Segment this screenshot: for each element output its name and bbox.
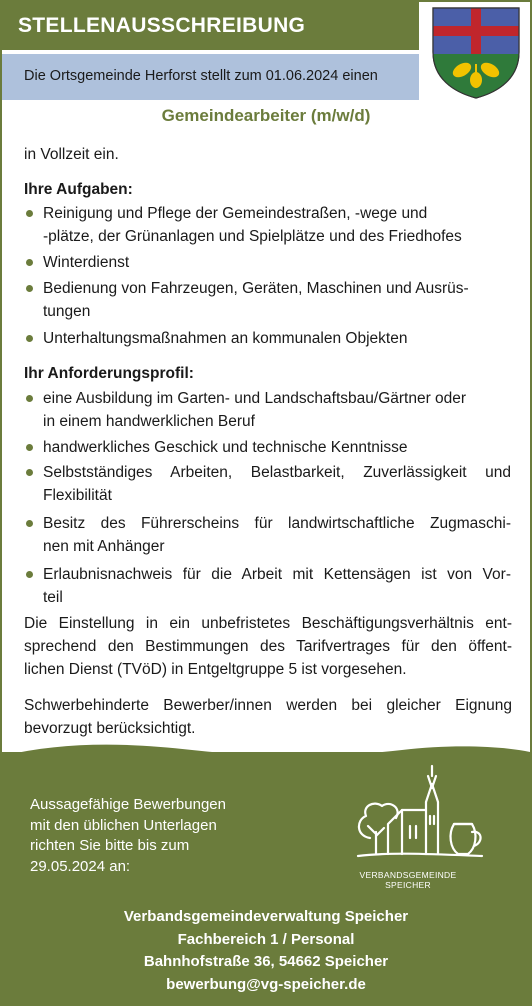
contact-organization: Verbandsgemeindeverwaltung Speicher xyxy=(123,908,409,925)
intro-text: in Vollzeit ein. xyxy=(24,146,119,163)
vg-logo-label xyxy=(352,870,464,890)
page-title: STELLENAUSSCHREIBUNG xyxy=(18,14,306,37)
requirement-line: Flexibilität xyxy=(43,487,112,504)
task-item xyxy=(43,202,511,248)
requirement-line: Besitz des Führerscheins für landwirtschaftliche Zugmaschi- xyxy=(43,515,511,532)
job-title: Gemeindearbeiter (m/w/d) xyxy=(161,106,371,125)
requirement-line: handwerkliches Geschick und technische Kenntnisse xyxy=(43,439,408,456)
bullet-icon xyxy=(26,395,33,402)
requirement-line: Selbstständiges Arbeiten, Belastbarkeit, Zuverlässigkeit und xyxy=(43,464,511,481)
requirement-line: teil xyxy=(43,589,63,606)
task-item xyxy=(43,251,511,274)
task-line: Reinigung und Pflege der Gemeindestraßen, -wege und xyxy=(43,205,428,222)
requirement-item xyxy=(43,512,511,558)
task-line: tungen xyxy=(43,303,91,320)
requirement-item xyxy=(43,461,511,507)
paragraph-line: bevorzugt berücksichtigt. xyxy=(24,720,196,737)
requirement-line: nen mit Anhänger xyxy=(43,538,165,555)
requirement-item xyxy=(43,387,511,433)
task-item xyxy=(43,277,511,323)
paragraph-line: lichen Dienst (TVöD) in Entgeltgruppe 5 ist vorgesehen. xyxy=(24,661,407,678)
instruction-line: richten Sie bitte bis zum xyxy=(30,837,190,854)
contact-address: Bahnhofstraße 36, 54662 Speicher xyxy=(143,953,389,970)
logo-line: VERBANDSGEMEINDE xyxy=(359,870,457,880)
bullet-icon xyxy=(26,444,33,451)
paragraph-line: sprechend den Bestimmungen des Tarifvertrages für den öffent- xyxy=(24,638,512,655)
bullet-icon xyxy=(26,259,33,266)
task-line: Bedienung von Fahrzeugen, Geräten, Maschinen und Ausrüs- xyxy=(43,280,469,297)
contact-block xyxy=(0,906,532,996)
task-line: -plätze, der Grünanlagen und Spielplätze und des Friedhofes xyxy=(43,228,462,245)
paragraph-line: Schwerbehinderte Bewerber/innen werden bei gleicher Eignung xyxy=(24,697,512,714)
task-line: Unterhaltungsmaßnahmen an kommunalen Objekten xyxy=(43,330,408,347)
bullet-icon xyxy=(26,520,33,527)
subtitle-text: Die Ortsgemeinde Herforst stellt zum 01.06.2024 einen xyxy=(24,68,378,84)
contact-email[interactable]: bewerbung@vg-speicher.de xyxy=(166,975,366,993)
instruction-line: 29.05.2024 an: xyxy=(30,857,131,875)
contact-department: Fachbereich 1 / Personal xyxy=(177,930,355,948)
disability-paragraph xyxy=(24,694,512,740)
requirement-item xyxy=(43,563,511,609)
task-line: Winterdienst xyxy=(43,254,130,271)
instruction-line: Aussagefähige Bewerbungen xyxy=(30,796,226,813)
bullet-icon xyxy=(26,285,33,292)
requirement-line: eine Ausbildung im Garten- und Landschaftsbau/Gärtner oder xyxy=(43,390,467,407)
bullet-icon xyxy=(26,469,33,476)
requirement-line: Erlaubnisnachweis für die Arbeit mit Kettensägen ist von Vor- xyxy=(43,566,511,583)
requirement-line: in einem handwerklichen Beruf xyxy=(43,413,255,430)
employment-paragraph xyxy=(24,612,512,681)
task-item xyxy=(43,327,511,350)
bullet-icon xyxy=(26,571,33,578)
coat-of-arms-icon xyxy=(427,4,525,100)
bullet-icon xyxy=(26,335,33,342)
logo-line: SPEICHER xyxy=(385,880,431,890)
bullet-icon xyxy=(26,210,33,217)
tasks-heading: Ihre Aufgaben: xyxy=(24,181,133,198)
paragraph-line: Die Einstellung in ein unbefristetes Beschäftigungsverhältnis ent- xyxy=(24,615,512,632)
requirement-item xyxy=(43,436,511,459)
instruction-line: mit den üblichen Unterlagen xyxy=(30,816,217,834)
application-instructions xyxy=(30,795,270,877)
requirements-heading: Ihr Anforderungsprofil: xyxy=(24,365,194,382)
